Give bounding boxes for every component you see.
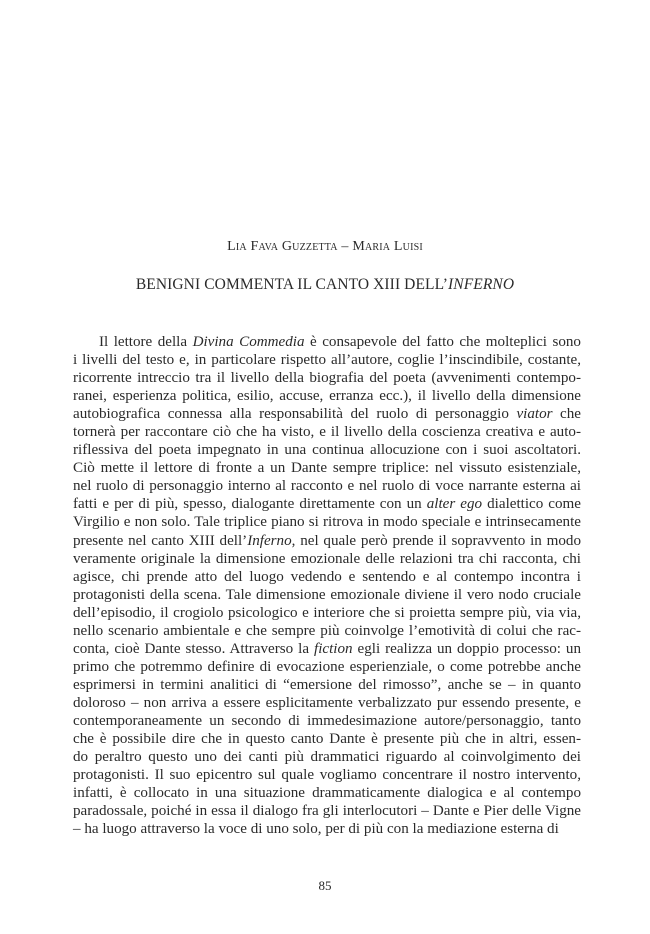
text-line (73, 586, 581, 604)
text-line (73, 550, 581, 568)
text-line (73, 387, 581, 405)
body-paragraph (73, 333, 581, 838)
text-line (73, 640, 581, 658)
text-segment: do peraltro questo uno dei canti più drammatici riguardo al coinvolgimento dei (73, 749, 581, 766)
italic-segment: Divina Commedia (192, 334, 305, 350)
text-segment: Ciò mette il lettore di fronte a un Dante sempre triplice: nel vissuto esistenziale, (73, 460, 581, 477)
text-line (73, 423, 581, 441)
text-segment: che è possibile dire che in questo canto Dante è presente più che in altri, essen- (73, 731, 581, 748)
text-segment: veramente originale la dimensione emozionale delle relazioni tra chi racconta, chi (73, 550, 581, 567)
text-line (73, 532, 581, 550)
italic-segment: alter ego (426, 496, 483, 513)
text-line (73, 748, 581, 766)
text-line (73, 333, 581, 351)
text-line (73, 622, 581, 640)
text-segment: primo che potremmo definire di evocazione esperienziale, o come potrebbe anche (73, 658, 581, 675)
text-segment: i livelli del testo e, in particolare rispetto all’autore, coglie l’inscindibile, costante, (73, 352, 581, 369)
italic-segment: fiction (314, 640, 353, 657)
text-segment: , nel quale però prende il sopravvento in modo (291, 532, 581, 549)
text-segment: ranei, esperienza politica, esilio, accuse, erranza ecc.), il livello della dimensione (73, 388, 581, 405)
text-segment: – ha luogo attraverso la voce di uno solo, per di più con la mediazione esterna di (73, 821, 559, 838)
text-segment: tornerà per raccontare ciò che ha visto, e il livello della coscienza creativa e auto- (73, 424, 581, 441)
text-segment: che (552, 406, 581, 423)
text-line (73, 802, 581, 820)
text-line (73, 658, 581, 676)
text-segment: dell’episodio, il crogiolo psicologico e interiore che si proietta sempre più, via via, (73, 604, 581, 621)
text-segment: nel ruolo di personaggio interno al racconto e nel ruolo di voce narrante esterna ai (73, 478, 581, 495)
text-line (73, 369, 581, 387)
text-segment: egli realizza un doppio processo: un (352, 640, 581, 657)
text-line (73, 676, 581, 694)
text-segment: infatti, è collocato in una situazione drammaticamente dialogica e al contempo (73, 785, 581, 802)
text-segment: fatti e per di più, spesso, dialogante direttamente con un (73, 496, 427, 513)
text-segment: Il lettore della (99, 334, 193, 350)
text-line (73, 712, 581, 730)
italic-segment: Inferno (247, 532, 292, 549)
text-line (73, 495, 581, 513)
text-segment: dialettico come (482, 496, 581, 513)
text-line (73, 441, 581, 459)
article-title-main: BENIGNI COMMENTA IL CANTO XIII DELL’ (135, 276, 449, 293)
text-segment: nello scenario ambientale e che sempre più coinvolge l’emotività di colui che rac- (73, 622, 581, 639)
text-segment: agisce, chi prende atto del luogo vedendo e sentendo e al contempo incontra i (73, 568, 581, 585)
text-segment: presente nel canto XIII dell’ (73, 532, 248, 549)
text-segment: ricorrente intreccio tra il livello della biografia del poeta (avvenimenti contempo- (73, 370, 581, 387)
text-line (73, 604, 581, 622)
text-line (73, 459, 581, 477)
text-segment: paradossale, poiché in essa il dialogo fra gli interlocutori – Dante e Pier delle Vigne (73, 803, 581, 820)
text-line (73, 820, 581, 838)
text-segment: protagonisti della scena. Tale dimensione emozionale diviene il vero nodo cruciale (73, 586, 581, 603)
text-line (73, 730, 581, 748)
article-title-italic: INFERNO (448, 276, 515, 293)
text-line (73, 766, 581, 784)
text-segment: doloroso – non arriva a essere esplicitamente verbalizzato pur essendo presente, e (73, 694, 581, 711)
text-segment: contemporaneamente un secondo di immedesimazione autore/personaggio, tanto (73, 712, 581, 729)
text-line (73, 694, 581, 712)
text-line (73, 568, 581, 586)
article-title (0, 276, 650, 294)
text-segment: è consapevole del fatto che molteplici sono (304, 334, 581, 350)
text-line (73, 513, 581, 531)
text-line (73, 477, 581, 495)
text-segment: conta, cioè Dante stesso. Attraverso la (73, 640, 314, 657)
text-segment: esprimersi in termini analitici di “emersione del rimosso”, anche se – in quanto (73, 676, 581, 693)
text-segment: protagonisti. Il suo epicentro sul quale vogliamo concentrare il nostro intervento, (73, 767, 581, 784)
text-segment: autobiografica connessa alla responsabilità del ruolo di personaggio (73, 406, 517, 423)
author-names: Lia Fava Guzzetta – Maria Luisi (227, 239, 423, 254)
page-number: 85 (318, 878, 332, 893)
text-line (73, 405, 581, 423)
italic-segment: viator (516, 406, 553, 423)
text-line (73, 351, 581, 369)
text-segment: Virgilio e non solo. Tale triplice piano si ritrova in modo speciale e intrinsecamente (73, 514, 581, 531)
text-segment: riflessiva del poeta impegnato in una continua allocuzione con i suoi ascoltatori. (73, 442, 581, 459)
text-line (73, 784, 581, 802)
